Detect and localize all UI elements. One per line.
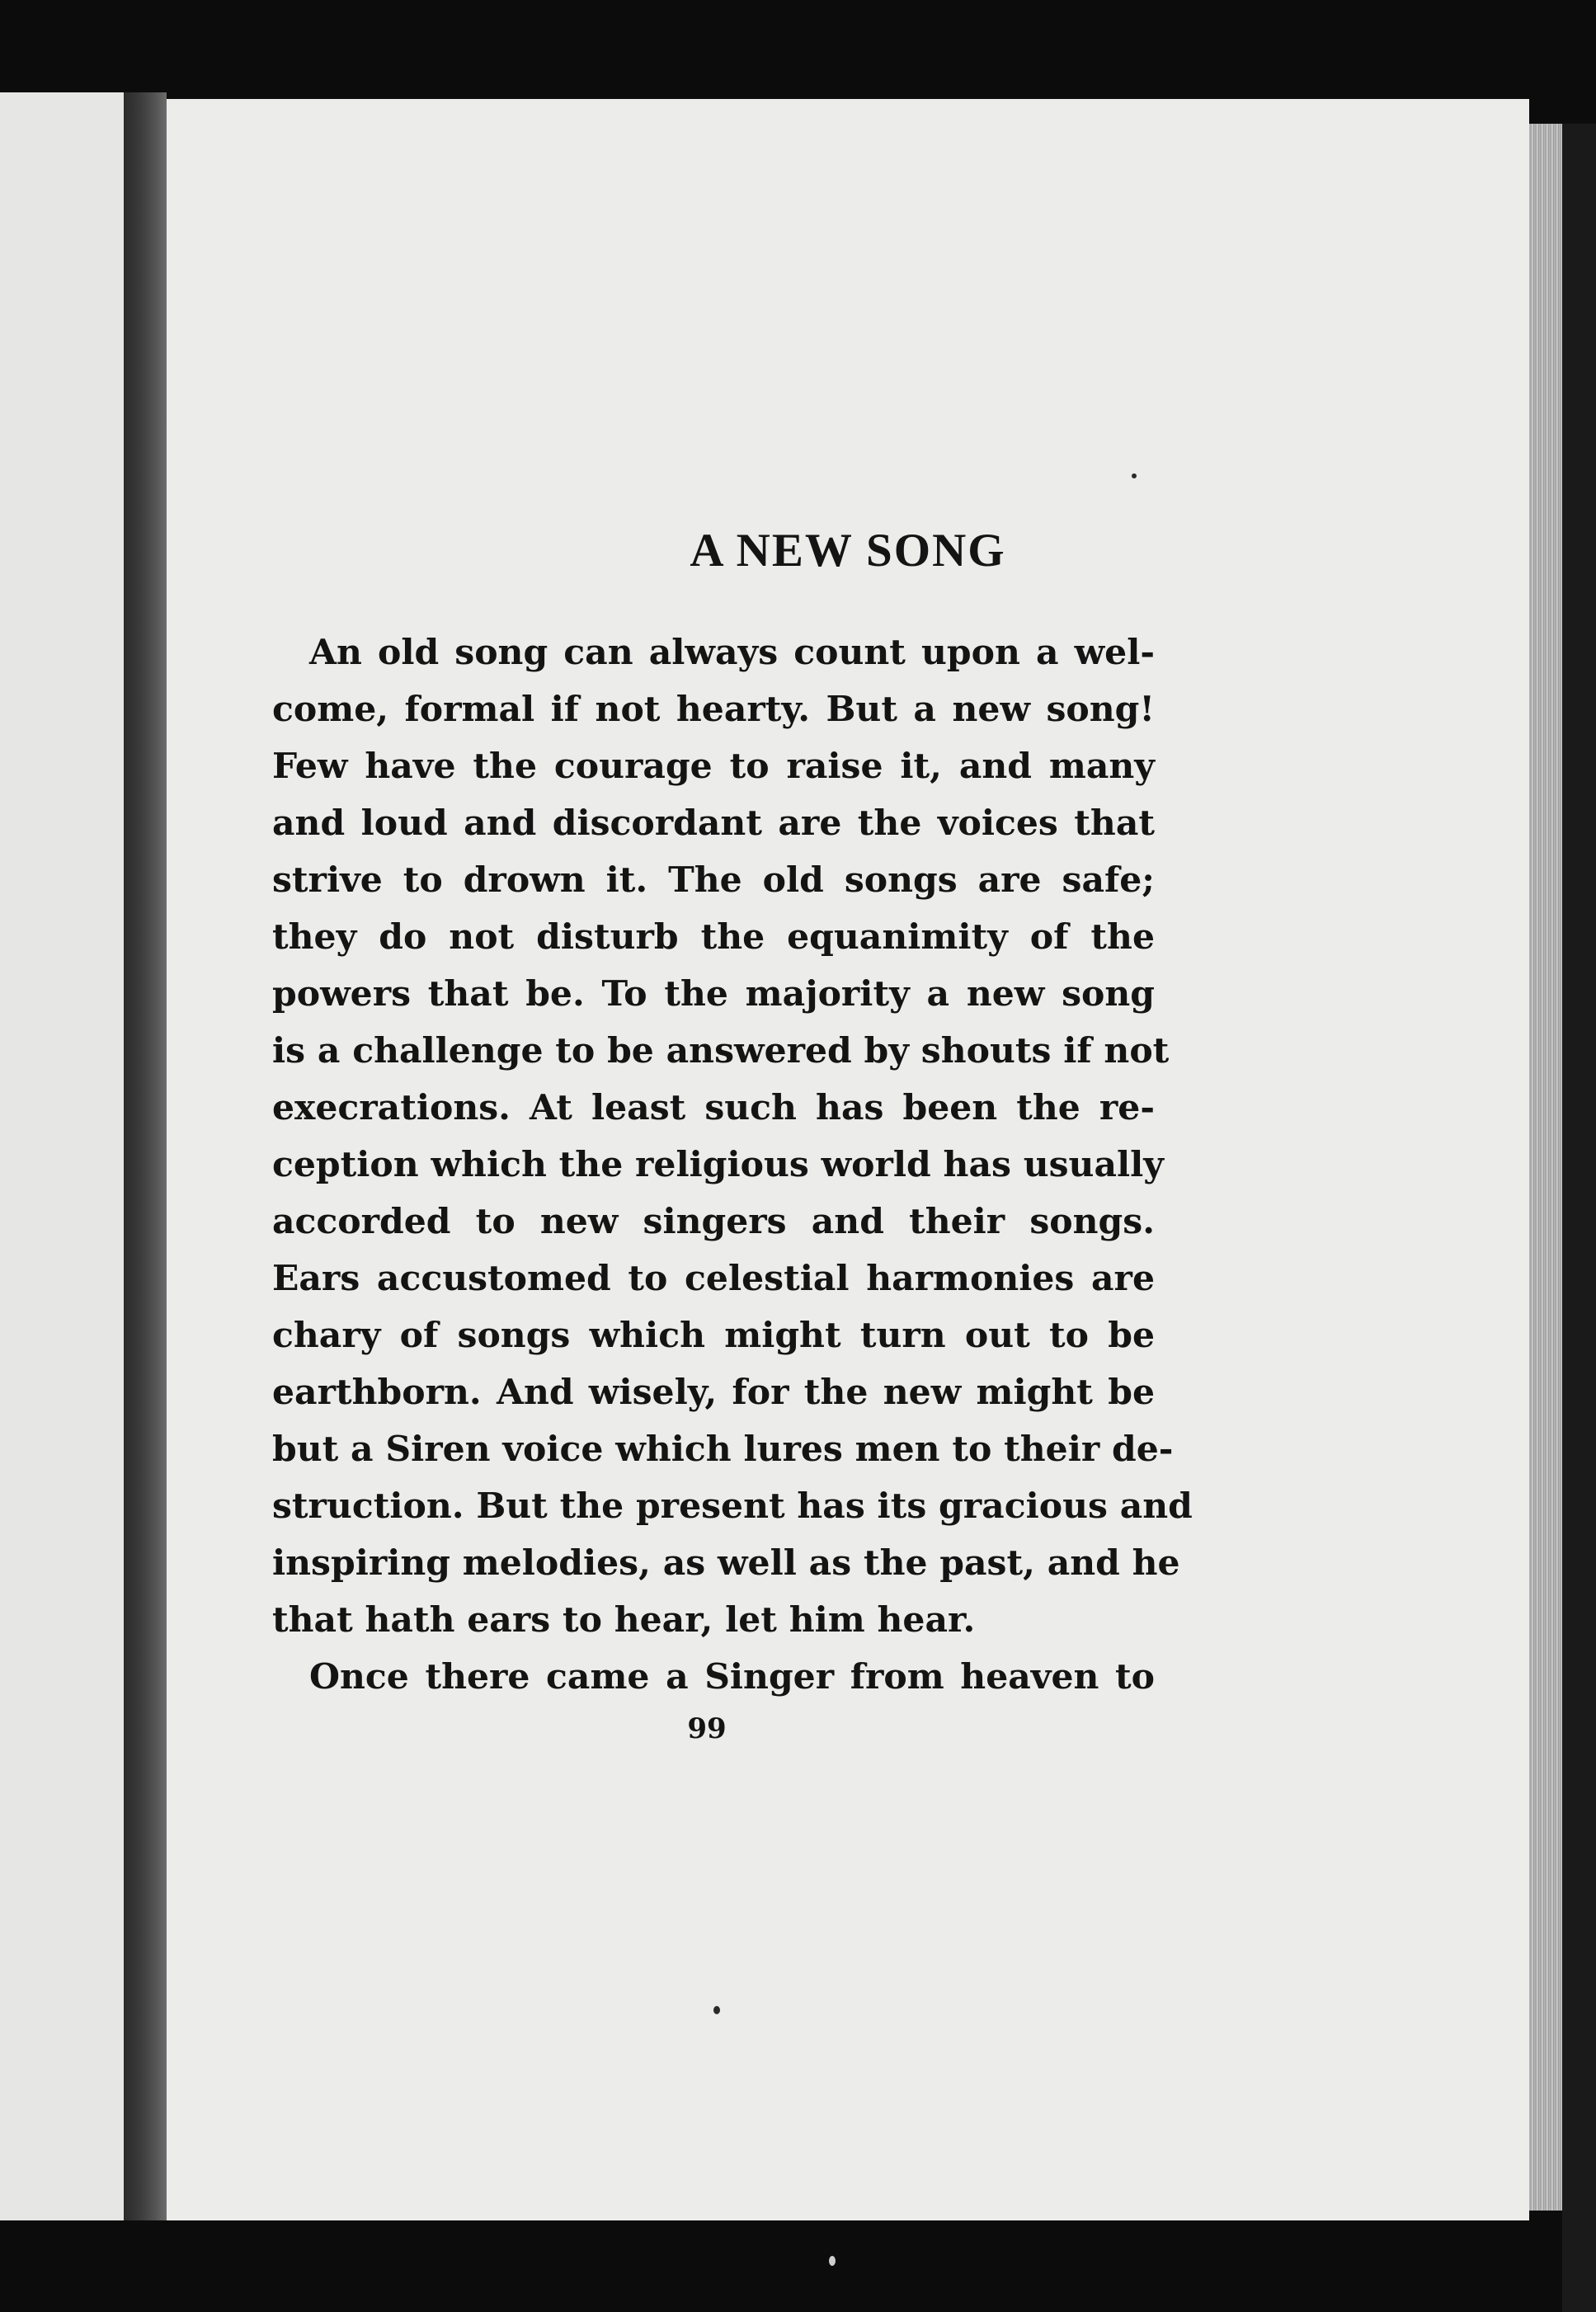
text-line: and loud and discordant are the voices that bbox=[272, 803, 1155, 844]
chapter-title: A NEW SONG bbox=[690, 525, 1006, 577]
previous-page-edge bbox=[0, 92, 124, 2220]
page-stack-edge bbox=[1529, 124, 1562, 2211]
page-number: 99 bbox=[687, 1712, 727, 1745]
bottom-shadow bbox=[167, 2220, 1562, 2312]
text-line: Few have the courage to raise it, and many bbox=[272, 746, 1155, 787]
body-text bbox=[272, 624, 1193, 1706]
dust-speck bbox=[1132, 473, 1137, 478]
text-line: accorded to new singers and their songs. bbox=[272, 1201, 1155, 1242]
text-line: inspiring melodies, as well as the past, and he bbox=[272, 1542, 1180, 1584]
dust-speck bbox=[829, 2256, 836, 2266]
text-line: An old song can always count upon a wel- bbox=[309, 632, 1155, 673]
text-line: come, formal if not hearty. But a new song! bbox=[272, 689, 1155, 730]
text-line: powers that be. To the majority a new song bbox=[272, 973, 1155, 1015]
text-line: is a challenge to be answered by shouts if not bbox=[272, 1030, 1170, 1071]
text-line: strive to drown it. The old songs are safe; bbox=[272, 859, 1155, 901]
text-line: Ears accustomed to celestial harmonies are bbox=[272, 1258, 1155, 1299]
book-gutter bbox=[124, 92, 167, 2220]
text-line: they do not disturb the equanimity of the bbox=[272, 916, 1155, 958]
text-line: Once there came a Singer from heaven to bbox=[309, 1656, 1155, 1698]
text-line: chary of songs which might turn out to be bbox=[272, 1315, 1155, 1356]
text-line: struction. But the present has its gracious and bbox=[272, 1486, 1193, 1527]
text-line: ception which the religious world has usually bbox=[272, 1144, 1164, 1185]
text-line: but a Siren voice which lures men to their de- bbox=[272, 1429, 1174, 1470]
text-line: earthborn. And wisely, for the new might be bbox=[272, 1372, 1155, 1413]
text-line: execrations. At least such has been the re- bbox=[272, 1087, 1155, 1128]
dust-speck bbox=[713, 2006, 720, 2014]
book-cover-edge bbox=[1562, 124, 1596, 2312]
text-line: that hath ears to hear, let him hear. bbox=[272, 1599, 976, 1641]
